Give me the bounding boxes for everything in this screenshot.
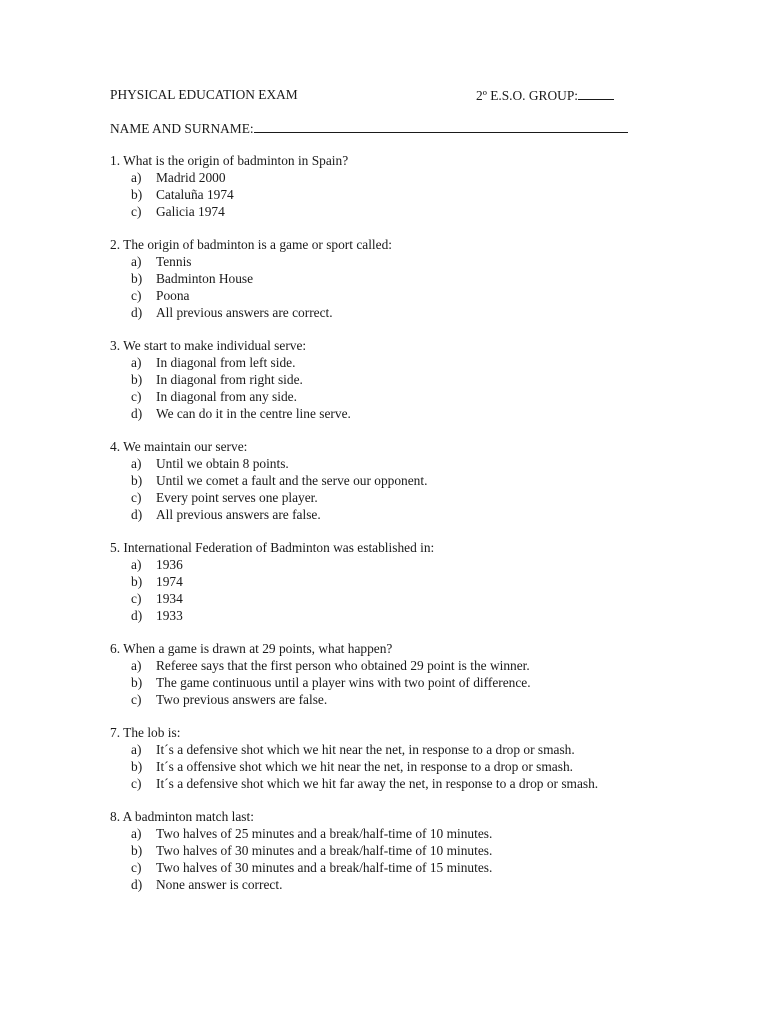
exam-title: PHYSICAL EDUCATION EXAM	[110, 87, 298, 102]
option-letter: c)	[131, 204, 142, 219]
option-text: It´s a defensive shot which we hit near the net, in response to a drop or smash.	[156, 742, 575, 757]
option-letter: b)	[131, 574, 143, 589]
option-letter: c)	[131, 288, 142, 303]
question-1	[110, 152, 658, 220]
answer-option[interactable]	[110, 825, 658, 842]
option-text: Two halves of 30 minutes and a break/half-time of 15 minutes.	[156, 860, 493, 875]
option-text: 1974	[156, 574, 183, 589]
option-text: 1933	[156, 608, 183, 623]
options-list	[110, 556, 658, 624]
option-text: We can do it in the centre line serve.	[156, 406, 351, 421]
option-letter: b)	[131, 372, 143, 387]
option-letter: d)	[131, 507, 143, 522]
answer-option[interactable]	[110, 186, 658, 203]
group-label: 2º E.S.O. GROUP:	[476, 88, 578, 103]
option-letter: a)	[131, 742, 142, 757]
question-text: 6. When a game is drawn at 29 points, what happen?	[110, 641, 393, 656]
answer-option[interactable]	[110, 758, 658, 775]
option-letter: b)	[131, 675, 143, 690]
name-label: NAME AND SURNAME:	[110, 121, 254, 136]
option-letter: a)	[131, 557, 142, 572]
option-text: 1934	[156, 591, 183, 606]
option-text: Two halves of 25 minutes and a break/half-time of 10 minutes.	[156, 826, 493, 841]
option-letter: a)	[131, 170, 142, 185]
question-text: 8. A badminton match last:	[110, 809, 254, 824]
option-letter: c)	[131, 776, 142, 791]
option-letter: a)	[131, 456, 142, 471]
option-text: 1936	[156, 557, 183, 572]
option-letter: b)	[131, 271, 143, 286]
option-letter: c)	[131, 692, 142, 707]
answer-option[interactable]	[110, 203, 658, 220]
answer-option[interactable]	[110, 270, 658, 287]
answer-option[interactable]	[110, 607, 658, 624]
options-list	[110, 253, 658, 321]
answer-option[interactable]	[110, 775, 658, 792]
answer-option[interactable]	[110, 371, 658, 388]
option-letter: c)	[131, 490, 142, 505]
answer-option[interactable]	[110, 859, 658, 876]
option-letter: b)	[131, 843, 143, 858]
answer-option[interactable]	[110, 354, 658, 371]
option-text: In diagonal from any side.	[156, 389, 297, 404]
option-text: None answer is correct.	[156, 877, 283, 892]
option-text: Madrid 2000	[156, 170, 226, 185]
name-row	[110, 119, 658, 137]
answer-option[interactable]	[110, 169, 658, 186]
answer-option[interactable]	[110, 741, 658, 758]
question-7	[110, 724, 658, 792]
answer-option[interactable]	[110, 405, 658, 422]
group-field	[476, 86, 614, 105]
answer-option[interactable]	[110, 842, 658, 859]
question-4	[110, 438, 658, 523]
question-6	[110, 640, 658, 708]
option-letter: d)	[131, 877, 143, 892]
option-text: Until we obtain 8 points.	[156, 456, 289, 471]
option-text: In diagonal from right side.	[156, 372, 303, 387]
option-letter: b)	[131, 759, 143, 774]
question-text: 7. The lob is:	[110, 725, 181, 740]
option-letter: d)	[131, 608, 143, 623]
option-text: In diagonal from left side.	[156, 355, 296, 370]
question-5	[110, 539, 658, 624]
question-8	[110, 808, 658, 893]
question-2	[110, 236, 658, 321]
answer-option[interactable]	[110, 506, 658, 523]
options-list	[110, 825, 658, 893]
header-row	[110, 86, 658, 104]
group-blank-line[interactable]	[578, 86, 614, 100]
option-letter: b)	[131, 187, 143, 202]
option-text: Referee says that the first person who obtained 29 point is the winner.	[156, 658, 530, 673]
option-text: Tennis	[156, 254, 192, 269]
option-letter: c)	[131, 860, 142, 875]
question-3	[110, 337, 658, 422]
answer-option[interactable]	[110, 691, 658, 708]
option-letter: a)	[131, 658, 142, 673]
answer-option[interactable]	[110, 876, 658, 893]
answer-option[interactable]	[110, 573, 658, 590]
option-letter: a)	[131, 254, 142, 269]
question-text: 4. We maintain our serve:	[110, 439, 248, 454]
question-text: 1. What is the origin of badminton in Spain?	[110, 153, 349, 168]
answer-option[interactable]	[110, 253, 658, 270]
option-text: It´s a defensive shot which we hit far away the net, in response to a drop or smash.	[156, 776, 599, 791]
options-list	[110, 169, 658, 220]
answer-option[interactable]	[110, 674, 658, 691]
answer-option[interactable]	[110, 590, 658, 607]
option-text: Until we comet a fault and the serve our opponent.	[156, 473, 428, 488]
option-text: Poona	[156, 288, 190, 303]
answer-option[interactable]	[110, 556, 658, 573]
option-letter: b)	[131, 473, 143, 488]
question-text: 3. We start to make individual serve:	[110, 338, 307, 353]
option-text: Cataluña 1974	[156, 187, 234, 202]
option-text: It´s a offensive shot which we hit near the net, in response to a drop or smash.	[156, 759, 573, 774]
answer-option[interactable]	[110, 287, 658, 304]
option-text: Two previous answers are false.	[156, 692, 328, 707]
question-text: 2. The origin of badminton is a game or sport called:	[110, 237, 393, 252]
answer-option[interactable]	[110, 472, 658, 489]
answer-option[interactable]	[110, 304, 658, 321]
options-list	[110, 741, 658, 792]
exam-page	[110, 86, 658, 909]
option-text: Badminton House	[156, 271, 254, 286]
options-list	[110, 455, 658, 523]
option-letter: a)	[131, 355, 142, 370]
option-letter: c)	[131, 389, 142, 404]
option-text: Galicia 1974	[156, 204, 225, 219]
option-text: Every point serves one player.	[156, 490, 318, 505]
option-letter: c)	[131, 591, 142, 606]
option-letter: d)	[131, 406, 143, 421]
option-text: All previous answers are correct.	[156, 305, 333, 320]
option-text: The game continuous until a player wins with two point of difference.	[156, 675, 531, 690]
options-list	[110, 657, 658, 708]
options-list	[110, 354, 658, 422]
question-text: 5. International Federation of Badminton was established in:	[110, 540, 435, 555]
name-blank-line[interactable]	[254, 119, 628, 133]
answer-option[interactable]	[110, 388, 658, 405]
questions-list	[110, 152, 658, 893]
answer-option[interactable]	[110, 455, 658, 472]
option-text: All previous answers are false.	[156, 507, 321, 522]
answer-option[interactable]	[110, 657, 658, 674]
option-letter: d)	[131, 305, 143, 320]
option-text: Two halves of 30 minutes and a break/half-time of 10 minutes.	[156, 843, 493, 858]
answer-option[interactable]	[110, 489, 658, 506]
option-letter: a)	[131, 826, 142, 841]
